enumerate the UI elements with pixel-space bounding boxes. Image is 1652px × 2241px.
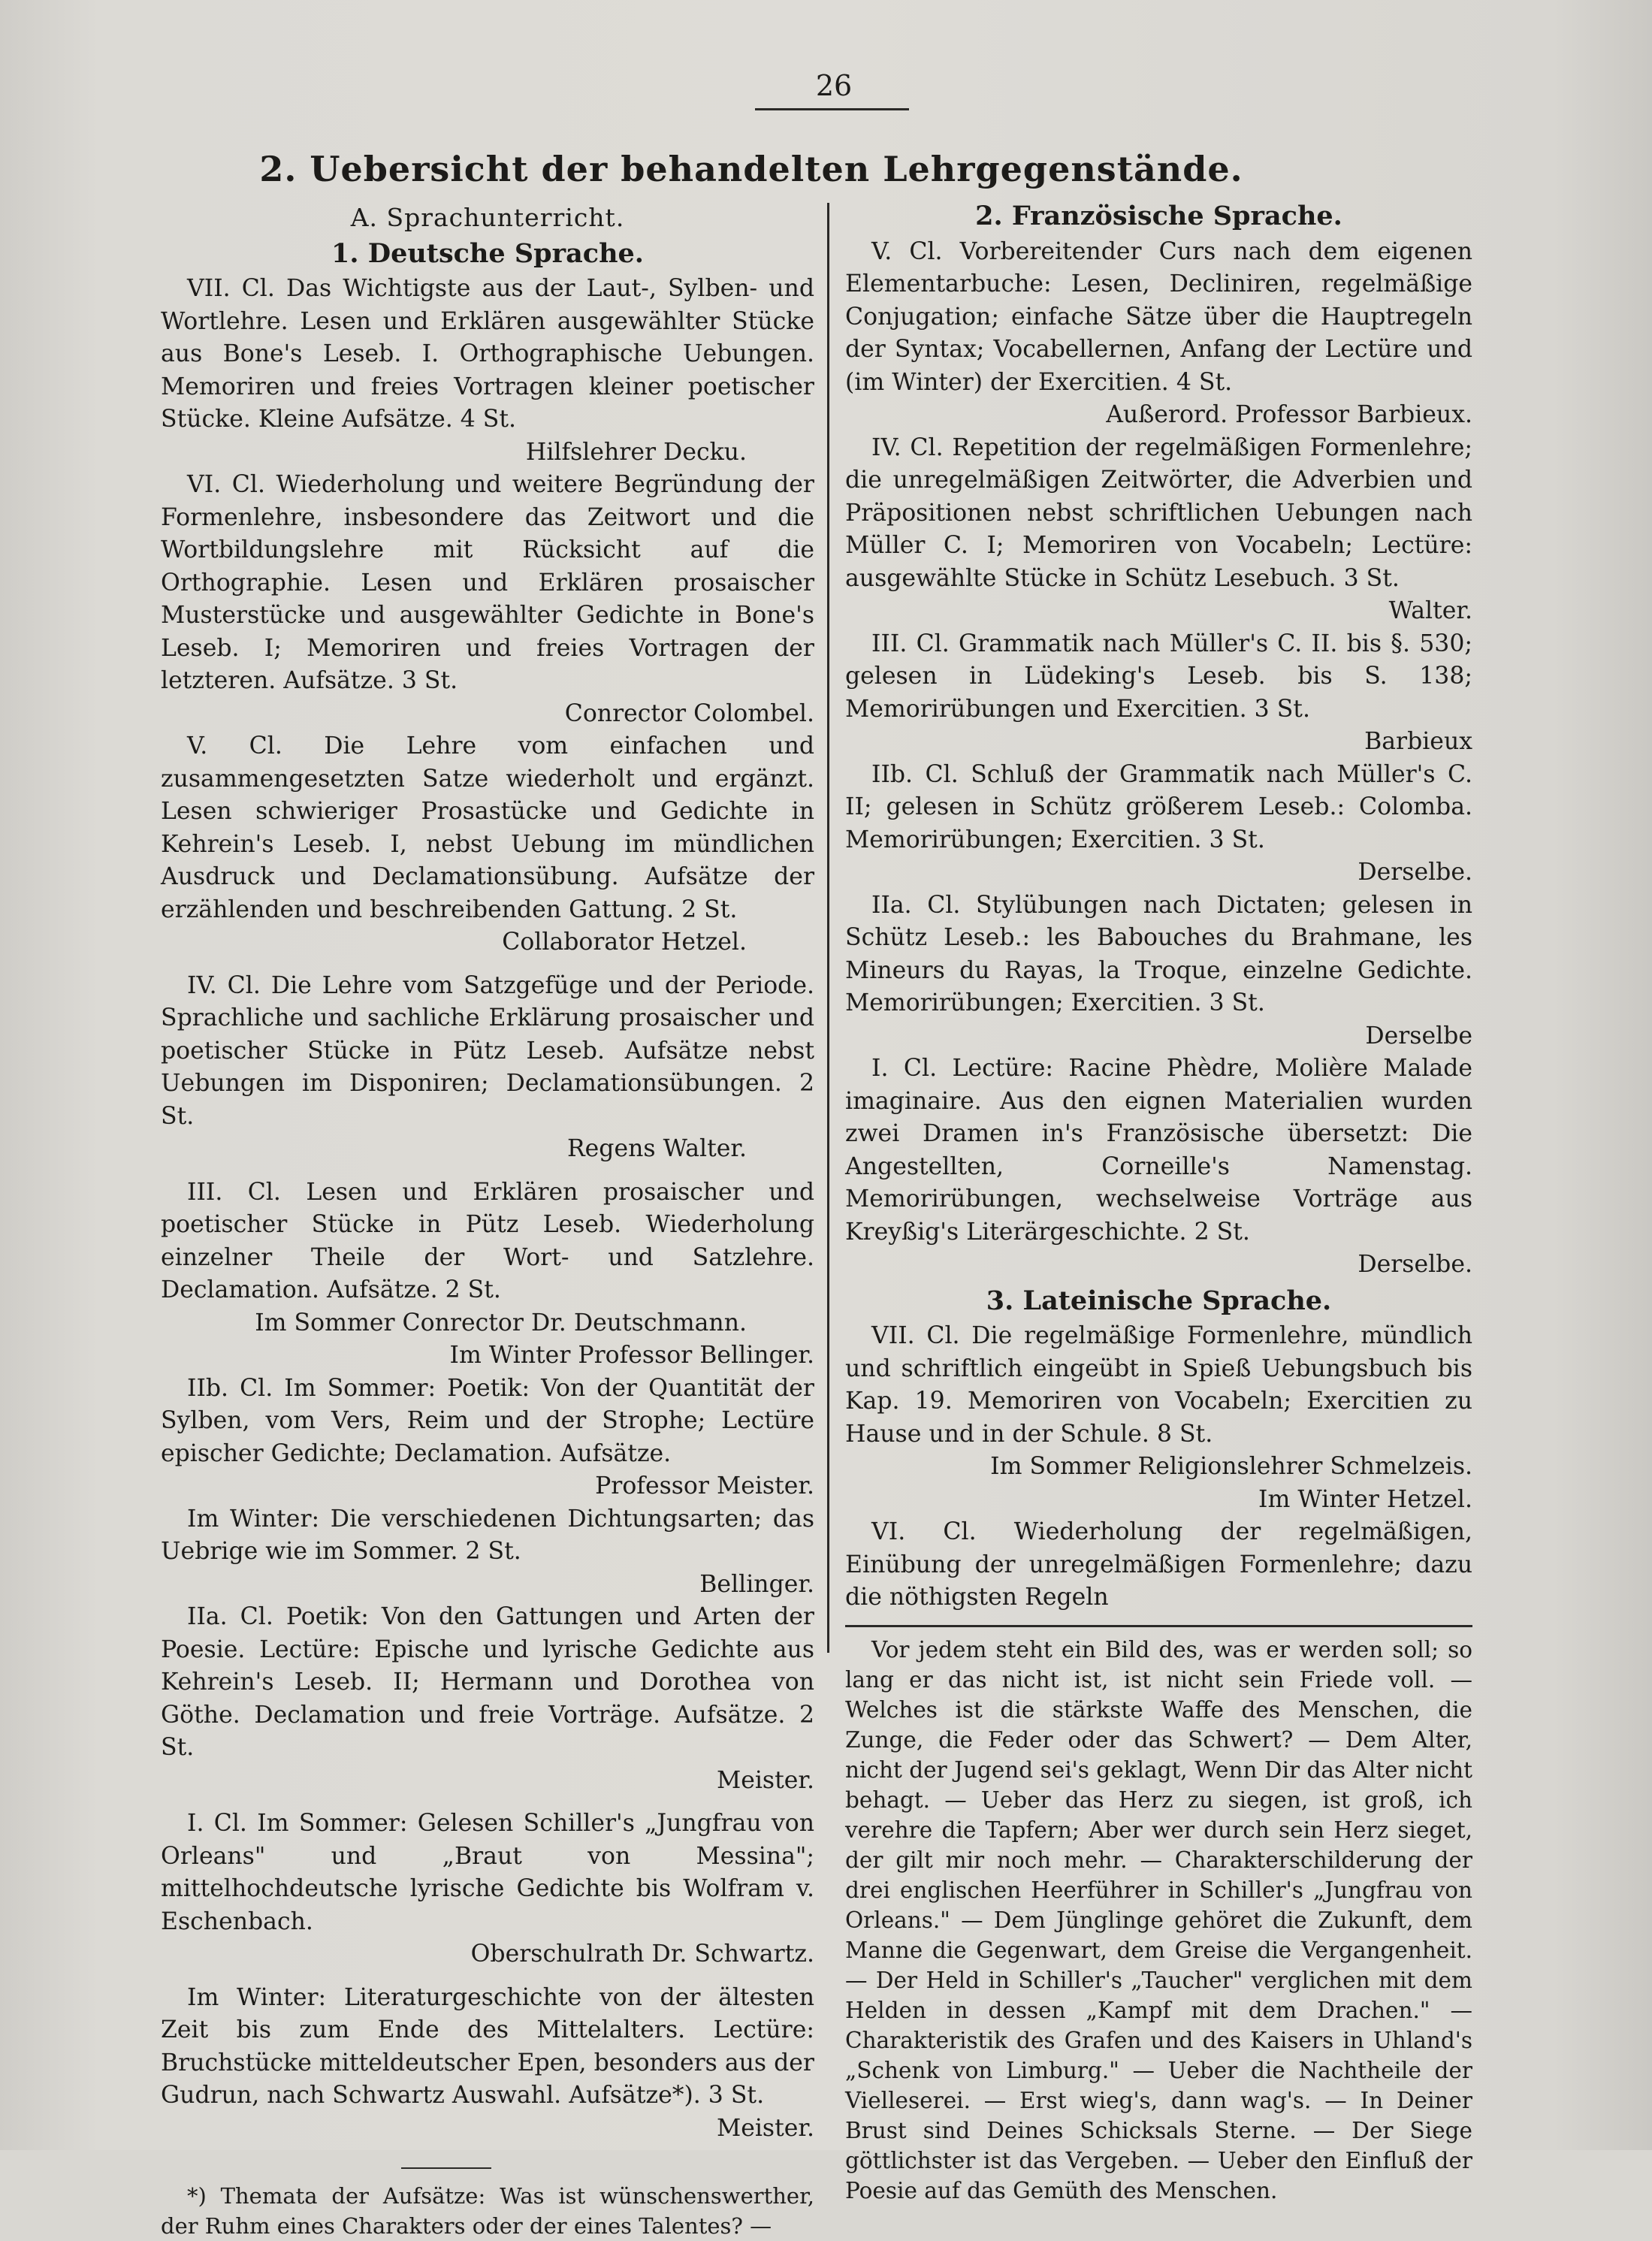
footnote-continuation-rule [845,1625,1472,1627]
teacher-signature: Regens Walter. [566,1135,747,1162]
german-heading: 1. Deutsche Sprache. [331,237,644,269]
german-iv: IV. Cl. Die Lehre vom Satzgefüge und der Periode. Sprachliche und sachliche Erklärung prosaischer und poetischer Stücke in Pütz Leseb. Aufsätze nebst Uebungen im Disponiren; Declamationsübungen. 2 St. [161,971,814,1130]
german-iii: III. Cl. Lesen und Erklären prosaischer und poetischer Stücke in Pütz Leseb. Wiederholung einzelner Theile der Wort- und Satzlehre. Declamation. Aufsätze. 2 St. [161,1178,814,1303]
column-divider [827,203,829,1653]
footnote: *) Themata der Aufsätze: Was ist wünschenswerther, der Ruhm eines Charakters oder der eines Talentes? — [161,2183,814,2239]
section-heading-a: A. Sprachunterricht. [350,203,625,232]
french-iv: IV. Cl. Repetition der regelmäßigen Formenlehre; die unregelmäßigen Zeitwörter, die Adverbien und Präpositionen nebst schriftlichen Uebungen nach Müller C. I; Memoriren von Vocabeln; Lectüre: ausgewählte Stücke in Schütz Lesebuch. 3 St. [845,433,1472,592]
teacher-signature: Im Sommer Religionslehrer Schmelzeis. [990,1453,1472,1480]
german-i: I. Cl. Im Sommer: Gelesen Schiller's „Jungfrau von Orleans" und „Braut von Messina"; mittelhochdeutsche lyrische Gedichte bis Wolfram v. Eschenbach. [161,1810,814,1935]
teacher-signature: Barbieux [1364,728,1472,755]
essay-topics: Vor jedem steht ein Bild des, was er werden soll; so lang er das nicht ist, ist nicht sein Friede voll. — Welches ist die stärkste Waffe des Menschen, die Zunge, die Feder oder das Schwert? — Dem Alter, nicht der Jugend sei's geklagt, Wenn Dir das Alter nicht behagt. — Ueber das Herz zu siegen, ist groß, ich verehre die Tapfern; Aber wer durch sein Herz sieget, der gilt mir noch mehr. — Charakterschilderung der drei englischen Heerführer in Schiller's „Jungfrau von Orleans." — Dem Jünglinge gehöret die Zukunft, dem Manne die Gegenwart, dem Greise die Vergangenheit. — Der Held in Schiller's „Taucher" verglichen mit dem Helden in dessen „Kampf mit dem Drachen." — Charakteristik des Grafen und des Kaisers in Uhland's „Schenk von Limburg." — Ueber die Nachtheile der Vielleserei. — Erst wieg's, dann wag's. — In Deiner Brust sind Deines Schicksals Sterne. — Der Siege göttlichster ist das Vergeben. — Ueber den Einfluß der Poesie auf das Gemüth des Menschen. [845,1636,1472,2203]
page-title: 2. Uebersicht der behandelten Lehrgegenstände. [259,149,1243,189]
teacher-signature: Oberschulrath Dr. Schwartz. [470,1940,814,1968]
teacher-signature: Im Winter Hetzel. [1258,1485,1472,1513]
french-i: I. Cl. Lectüre: Racine Phèdre, Molière Malade imaginaire. Aus den eignen Materialien wurden zwei Dramen in's Französische übersetzt: Die Angestellten, Corneille's Namenstag. Memorirübungen, wechselweise Vorträge aus Kreyßig's Literärgeschichte. 2 St. [845,1055,1472,1246]
teacher-signature: Bellinger. [699,1570,814,1598]
latin-heading: 3. Lateinische Sprache. [986,1285,1332,1316]
german-iia: IIa. Cl. Poetik: Von den Gattungen und Arten der Poesie. Lectüre: Epische und lyrische Gedichte aus Kehrein's Leseb. II; Hermann und Dorothea von Göthe. Declamation und freie Vorträge. Aufsätze. 2 St. [161,1603,814,1761]
page-number-rule [755,108,909,110]
teacher-signature: Meister. [716,1766,814,1794]
teacher-signature: Außerord. Professor Barbieux. [1106,401,1472,428]
teacher-signature: Derselbe. [1358,859,1472,886]
german-iib: IIb. Cl. Im Sommer: Poetik: Von der Quantität der Sylben, vom Vers, Reim und der Strophe; Lectüre epischer Gedichte; Declamation. Aufsätze. [161,1374,814,1467]
french-iia: IIa. Cl. Stylübungen nach Dictaten; gelesen in Schütz Leseb.: les Babouches du Brahmane, les Mineurs du Rayas, la Troque, einzelne Gedichte. Memorirübungen; Exercitien. 3 St. [845,891,1472,1016]
teacher-signature: Meister. [716,2114,814,2142]
right-column [845,197,1472,2206]
french-v: V. Cl. Vorbereitender Curs nach dem eigenen Elementarbuche: Lesen, Decliniren, regelmäßige Conjugation; einfache Sätze über die Hauptregeln der Syntax; Vocabellernen, Anfang der Lectüre und (im Winter) der Exercitien. 4 St. [845,237,1472,396]
german-vi: VI. Cl. Wiederholung und weitere Begründung der Formenlehre, insbesondere das Zeitwort und die Wortbildungslehre mit Rücksicht auf die Orthographie. Lesen und Erklären prosaischer Musterstücke und ausgewählter Gedichte in Bone's Leseb. I; Memoriren und freies Vortragen der letzteren. Aufsätze. 3 St. [161,471,814,694]
left-column [161,197,814,2241]
teacher-signature: Im Winter Professor Bellinger. [449,1342,814,1369]
french-iii: III. Cl. Grammatik nach Müller's C. II. bis §. 530; gelesen in Lüdeking's Leseb. bis S. 138; Memorirübungen und Exercitien. 3 St. [845,630,1472,723]
teacher-signature: Hilfslehrer Decku. [525,438,747,466]
teacher-signature: Im Sommer Conrector Dr. Deutschmann. [255,1309,747,1336]
french-heading: 2. Französische Sprache. [975,201,1342,231]
latin-vi: VI. Cl. Wiederholung der regelmäßigen, Einübung der unregelmäßigen Formenlehre; dazu die nöthigsten Regeln [845,1518,1472,1611]
teacher-signature: Derselbe [1365,1022,1472,1050]
german-v: V. Cl. Die Lehre vom einfachen und zusammengesetzten Satze wiederholt und ergänzt. Lesen schwieriger Prosastücke und Gedichte in Kehrein's Leseb. I, nebst Uebung im mündlichen Ausdruck und Declamationsübung. Aufsätze der erzählenden und beschreibenden Gattung. 2 St. [161,732,814,923]
teacher-signature: Derselbe. [1358,1251,1472,1278]
german-iib-winter: Im Winter: Die verschiedenen Dichtungsarten; das Uebrige wie im Sommer. 2 St. [161,1505,814,1565]
german-i-winter: Im Winter: Literaturgeschichte von der ältesten Zeit bis zum Ende des Mittelalters. Lectüre: Bruchstücke mitteldeutscher Epen, besonders aus der Gudrun, nach Schwartz Auswahl. Aufsätze*). 3 St. [161,1983,814,2109]
teacher-signature: Walter. [1388,597,1472,624]
page-number: 26 [815,69,853,102]
french-iib: IIb. Cl. Schluß der Grammatik nach Müller's C. II; gelesen in Schütz größerem Leseb.: Colomba. Memorirübungen; Exercitien. 3 St. [845,760,1472,853]
teacher-signature: Conrector Colombel. [564,699,814,727]
german-vii: VII. Cl. Das Wichtigste aus der Laut-, Sylben- und Wortlehre. Lesen und Erklären ausgewählter Stücke aus Bone's Leseb. I. Orthographische Uebungen. Memoriren und freies Vortragen kleiner poetischer Stücke. Kleine Aufsätze. 4 St. [161,275,814,433]
teacher-signature: Collaborator Hetzel. [502,929,747,956]
footnote-rule [401,2167,491,2169]
teacher-signature: Professor Meister. [595,1472,814,1500]
latin-vii: VII. Cl. Die regelmäßige Formenlehre, mündlich und schriftlich eingeübt in Spieß Uebungsbuch bis Kap. 19. Memoriren von Vocabeln; Exercitien zu Hause und in der Schule. 8 St. [845,1322,1472,1448]
